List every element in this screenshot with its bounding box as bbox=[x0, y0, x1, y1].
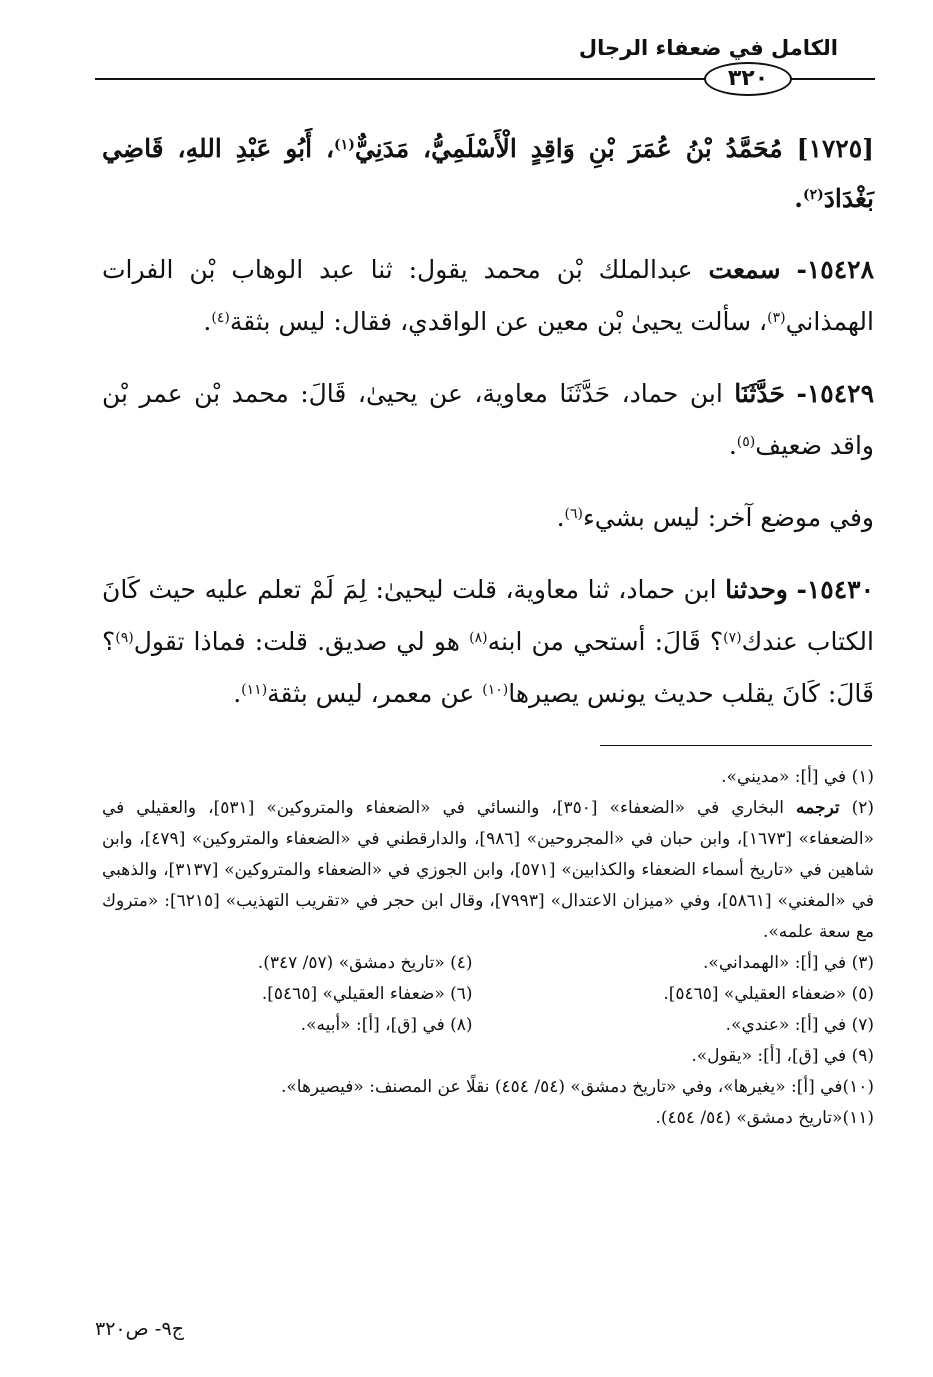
footnote-7: (٧) في [أ]: «عندي». bbox=[725, 1015, 874, 1035]
paragraph-other-place bbox=[102, 492, 874, 544]
entry-heading bbox=[102, 124, 874, 224]
footnote-ref: (٦) bbox=[564, 506, 583, 522]
entry-end: . bbox=[794, 184, 803, 213]
footnote-row bbox=[102, 1010, 874, 1041]
paragraph-15429 bbox=[102, 368, 874, 472]
paragraph-text: عبدالملك بْن محمد يقول: ثنا عبد الوهاب بْن الفرات الهمذاني bbox=[102, 255, 874, 336]
footnote-ref: (٩) bbox=[115, 630, 134, 646]
hadith-number: ١٥٤٣٠- bbox=[796, 575, 874, 604]
footnote-ref: (١) bbox=[334, 137, 355, 153]
paragraph-text: ؟ قَالَ: أستحي من ابنه bbox=[487, 627, 724, 656]
footnote-2 bbox=[102, 793, 874, 948]
footnote-3: (٣) في [أ]: «الهمداني». bbox=[703, 953, 874, 973]
main-text bbox=[102, 124, 874, 720]
running-title: الكامل في ضعفاء الرجال bbox=[578, 36, 838, 60]
narration-keyword: وحدثنا bbox=[725, 575, 788, 604]
footnote-1: (١) في [أ]: «مديني». bbox=[721, 767, 874, 787]
footnote-8: (٨) في [ق]، [أ]: «أبيه». bbox=[300, 1015, 473, 1035]
paragraph-15428 bbox=[102, 244, 874, 348]
paragraph-text: . bbox=[203, 307, 212, 336]
volume-page-reference: ج٩- ص٣٢٠ bbox=[95, 1318, 184, 1340]
footnote-5: (٥) «ضعفاء العقيلي» [٥٤٦٥]. bbox=[663, 984, 874, 1004]
footnote-11: (١١)«تاريخ دمشق» (٥٤/ ٤٥٤). bbox=[655, 1108, 874, 1128]
footnote-text: البخاري في «الضعفاء» [٣٥٠]، والنسائي في «الضعفاء والمتروكين» [٥٣١]، والعقيلي في «الضعفاء» [١٦٧٣]، وابن حبان في «المجروحين» [٩٨٦]، والدارقطني في «الضعفاء والمتروكين» [٤٧٩]، وابن شاهين في «تاريخ أسماء الضعفاء والكذابين» [٥٧١]، وابن الجوزي في «الضعفاء والمتروكين» [٣١٣٧]، والذهبي في «المغني» [٥٨٦١]، وفي «ميزان الاعتدال» [٧٩٩٣]، وقال ابن حجر في «تقريب التهذيب» [٦٢١٥]: «متروك مع سعة علمه». bbox=[102, 798, 874, 942]
footnote-ref: (٥) bbox=[736, 434, 756, 450]
narration-keyword: سمعت bbox=[708, 255, 781, 284]
paragraph-text: ابن حماد، ثنا معاوية، قلت ليحيىٰ: لِمَ لَمْ تعلم عليه حيث كَانَ الكتاب عندك bbox=[102, 575, 874, 656]
hadith-number: ١٥٤٢٩- bbox=[796, 379, 874, 408]
entry-name: مُحَمَّدُ بْنُ عُمَرَ بْنِ وَاقِدٍ الْأَسْلَمِيُّ، مَدَنِيٌّ bbox=[354, 134, 783, 163]
footnote-ref: (٢) bbox=[802, 187, 824, 203]
paragraph-text: . bbox=[556, 503, 565, 532]
paragraph-15430 bbox=[102, 564, 874, 720]
footnote-ref: (٧) bbox=[723, 630, 742, 646]
paragraph-text: . bbox=[728, 431, 737, 460]
footnote-row bbox=[102, 979, 874, 1010]
paragraph-text: ابن حماد، حَدَّثَنَا معاوية، عن يحيىٰ، قَالَ: محمد بْن عمر بْن واقد ضعيف bbox=[102, 379, 874, 460]
footnote-keyword: ترجمه bbox=[796, 798, 840, 818]
footnote-ref: (٤) bbox=[211, 310, 230, 326]
footnote-separator bbox=[600, 745, 872, 746]
entry-number: [١٧٢٥] bbox=[796, 134, 874, 163]
narration-keyword: حَدَّثَنَا bbox=[734, 379, 785, 408]
footnotes bbox=[102, 762, 874, 1134]
footnote-number: (٢) bbox=[851, 798, 875, 818]
hadith-number: ١٥٤٢٨- bbox=[796, 255, 874, 284]
paragraph-text: عن معمر، ليس بثقة bbox=[267, 679, 483, 708]
footnote-6: (٦) «ضعفاء العقيلي» [٥٤٦٥]. bbox=[261, 984, 473, 1004]
footnote-4: (٤) «تاريخ دمشق» (٥٧/ ٣٤٧). bbox=[257, 953, 473, 973]
paragraph-text: ، سألت يحيىٰ بْن معين عن الواقدي، فقال: ليس بثقة bbox=[229, 307, 768, 336]
footnote-row bbox=[102, 948, 874, 979]
footnote-10: (١٠)في [أ]: «يغيرها»، وفي «تاريخ دمشق» (٥٤/ ٤٥٤) نقلًا عن المصنف: «فيصيرها». bbox=[280, 1077, 874, 1097]
paragraph-text: ؟ قَالَ: كَانَ يقلب حديث يونس يصيرها bbox=[102, 627, 874, 708]
paragraph-text: . bbox=[233, 679, 242, 708]
paragraph-text: هو لي صديق. قلت: فماذا تقول bbox=[133, 627, 470, 656]
paragraph-text: وفي موضع آخر: ليس بشيء bbox=[583, 503, 874, 532]
entry-name-cont: ، أَبُو عَبْدِ اللهِ، قَاضِي بَغْدَادَ bbox=[102, 134, 874, 213]
footnote-ref: (٣) bbox=[767, 310, 786, 326]
page-number: ٣٢٠ bbox=[704, 62, 792, 96]
footnote-9: (٩) في [ق]، [أ]: «يقول». bbox=[691, 1046, 874, 1066]
footnote-ref: (١٠) bbox=[482, 682, 509, 698]
footnote-ref: (٨) bbox=[469, 630, 488, 646]
footnote-ref: (١١) bbox=[241, 682, 268, 698]
